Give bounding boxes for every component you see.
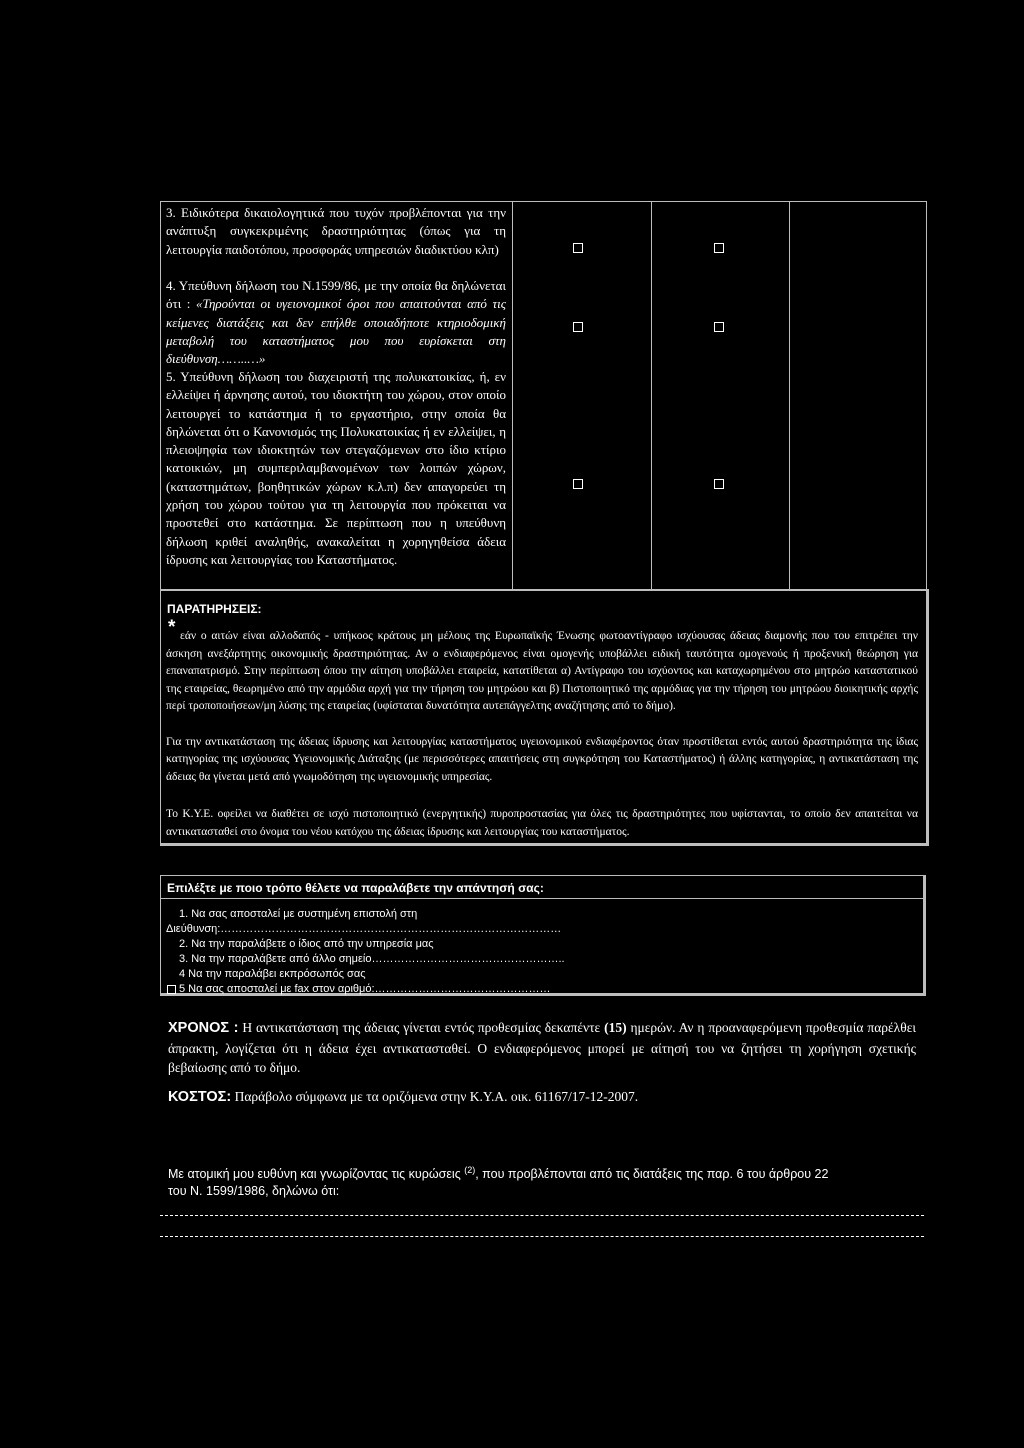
item-3-checkbox-no[interactable] bbox=[714, 243, 724, 253]
item-4-checkbox-no[interactable] bbox=[714, 322, 724, 332]
declaration-line-2[interactable] bbox=[160, 1236, 924, 1237]
reply-option-5-checkbox[interactable] bbox=[167, 985, 176, 994]
reply-option-5[interactable]: 5 Να σας αποσταλεί με fax στον αριθμό:………………………………………… bbox=[179, 983, 551, 995]
column-divider bbox=[651, 202, 652, 589]
reply-method-heading: Επιλέξτε με ποιο τρόπο θέλετε να παραλάβετε την απάντησή σας: bbox=[167, 881, 544, 895]
item-5-checkbox-no[interactable] bbox=[714, 479, 724, 489]
time-paragraph: ΧΡΟΝΟΣ : Η αντικατάσταση της άδειας γίνεται εντός προθεσμίας δεκαπέντε (15) ημερών. Αν η προαναφερόμενη προθεσμία παρέλθει άπρακτη, λογίζεται ότι η άδεια έχει αντικατασταθεί. Ο ενδιαφερόμενος μπορεί με αίτησή του να ζητήσει τη χορήγηση σχετικής βεβαίωσης από το δήμο. bbox=[168, 1020, 916, 1075]
item-5-checkbox-yes[interactable] bbox=[573, 479, 583, 489]
reply-option-3[interactable]: 3. Να την παραλάβετε από άλλο σημείο…………………………………………….. bbox=[179, 953, 565, 965]
column-divider bbox=[789, 202, 790, 589]
item-3-checkbox-yes[interactable] bbox=[573, 243, 583, 253]
remarks-paragraph-2: Για την αντικατάσταση της άδειας ίδρυσης και λειτουργίας καταστήματος υγειονομικού ενδιαφέροντος όταν προστίθεται εντός αυτού δραστηριότητα της ίδιας κατηγορίας της ισχύουσας Υγειονομικής Διάταξης (με περισσότερες απαιτήσεις στη συγκρότηση του Καταστήματος) ή άλλης κατηγορίας, η αντικατάσταση της άδειας θα γίνεται μετά από γνωμοδότηση της υγειονομικής υπηρεσίας. bbox=[166, 735, 918, 783]
reply-option-1-address[interactable]: Διεύθυνση:………………………………………………………………………………… bbox=[166, 923, 562, 935]
remarks-content bbox=[166, 617, 918, 841]
column-divider bbox=[512, 202, 513, 589]
remarks-paragraph-1: εάν ο αιτών είναι αλλοδαπός - υπήκοος κράτους μη μέλους της Ευρωπαϊκής Ένωσης φωτοαντίγραφο ισχύουσας άδειας διαμονής που του επιτρέπει την άσκηση ανεξάρτητης οικονομικής δραστηριότητας. Αν ο ενδιαφερόμενος είναι ομογενής υποβάλλει ειδική ταυτότητα ομογενούς ή προξενική θεώρηση για επαναπατρισμό. Στην περίπτωση όπου την αίτηση υποβάλλει εταιρεία, κατατίθεται α) Αντίγραφο του ισχύοντος και καταχωρημένου στο μητρώο καταστατικού της εταιρείας, θεωρημένο από την αρμόδια αρχή για την τήρηση του μητρώου και β) Πιστοποιητικό της αρμόδιας για την τήρηση του μητρώου διοικητικής αρχής περί τροποποιήσεων/μη λύσης της εταιρείας (υφίσταται δυνατότητα αυτεπάγγελτης αναζήτησης από το δήμο). bbox=[166, 630, 918, 712]
heading-divider bbox=[161, 898, 923, 899]
asterisk-mark: * bbox=[168, 617, 176, 638]
cost-label: ΚΟΣΤΟΣ: bbox=[168, 1089, 232, 1105]
declaration-text: Με ατομική μου ευθύνη και γνωρίζοντας τις κυρώσεις $^{(2)}$, που προβλέπονται από τις διατάξεις της παρ. 6 του άρθρου 22 του Ν. 1599/1986, δηλώνω ότι: bbox=[168, 1165, 829, 1199]
reply-option-2[interactable]: 2. Να την παραλάβετε ο ίδιος από την υπηρεσία μας bbox=[179, 938, 434, 950]
reply-option-1[interactable]: 1. Να σας αποσταλεί με συστημένη επιστολή στη bbox=[179, 908, 418, 920]
item-3-text: 3. Ειδικότερα δικαιολογητικά που τυχόν προβλέπονται για την ανάπτυξη συγκεκριμένης δραστηριότητας (όπως για τη λειτουργία παιδοτόπου, προσφοράς υπηρεσιών διαδικτύου κλπ) bbox=[166, 205, 506, 257]
declaration-line-1[interactable] bbox=[160, 1215, 924, 1216]
reply-method-box bbox=[160, 875, 926, 996]
remarks-paragraph-3: Το Κ.Υ.Ε. οφείλει να διαθέτει σε ισχύ πιστοποιητικό (ενεργητικής) πυροπροστασίας για όλες τις δραστηριότητες που υφίστανται, το οποίο δεν απαιτείται να αντικατασταθεί στο όνομα του νέου κατόχου της άδειας ίδρυσης και λειτουργίας του καταστήματος. bbox=[166, 808, 918, 838]
item-4-checkbox-yes[interactable] bbox=[573, 322, 583, 332]
reply-option-4[interactable]: 4 Να την παραλάβει εκπρόσωπός σας bbox=[179, 968, 366, 980]
item-4-text: 4. Υπεύθυνη δήλωση του Ν.1599/86, με την οποία θα δηλώνεται ότι : «Τηρούνται οι υγειονομικοί όροι που απαιτούνται από τις κείμενες διατάξεις και δεν επήλθε οποιαδήποτε κτηριοδομική μεταβολή του καταστήματος μου που ευρίσκεται στη διεύθυνση……..…» bbox=[166, 278, 506, 367]
item-5-text: 5. Υπεύθυνη δήλωση του διαχειριστή της πολυκατοικίας, ή, εν ελλείψει ή άρνησης αυτού, του ιδιοκτήτη του χώρου, στον οποίο λειτουργεί το κατάστημα ή το εργαστήριο, στην οποία θα δηλώνεται ότι ο Κανονισμός της Πολυκατοικίας ή εν ελλείψει, η πλειοψηφία των ιδιοκτητών των στεγαζόμενων στο ίδιο κτίριο κατοικιών, μη συμπεριλαμβανομένων των λοιπών χώρων, (καταστημάτων, βοηθητικών χώρων κ.λ.π) δεν απαγορεύει τη χρήση του χώρου τούτου για τη λειτουργία που πρόκειται να προστεθεί στο κατάστημα. Σε περίπτωση που η υπεύθυνη δήλωση κριθεί αναληθής, ανακαλείται η χορηγηθείσα άδεια ίδρυσης και λειτουργίας του Καταστήματος. bbox=[166, 369, 506, 567]
cost-paragraph: ΚΟΣΤΟΣ: Παράβολο σύμφωνα με τα οριζόμενα στην Κ.Υ.Α. οικ. 61167/17-12-2007. bbox=[168, 1089, 639, 1105]
remarks-box bbox=[160, 589, 929, 846]
time-label: ΧΡΟΝΟΣ : bbox=[168, 1020, 239, 1036]
remarks-heading: ΠΑΡΑΤΗΡΗΣΕΙΣ: bbox=[167, 602, 262, 616]
